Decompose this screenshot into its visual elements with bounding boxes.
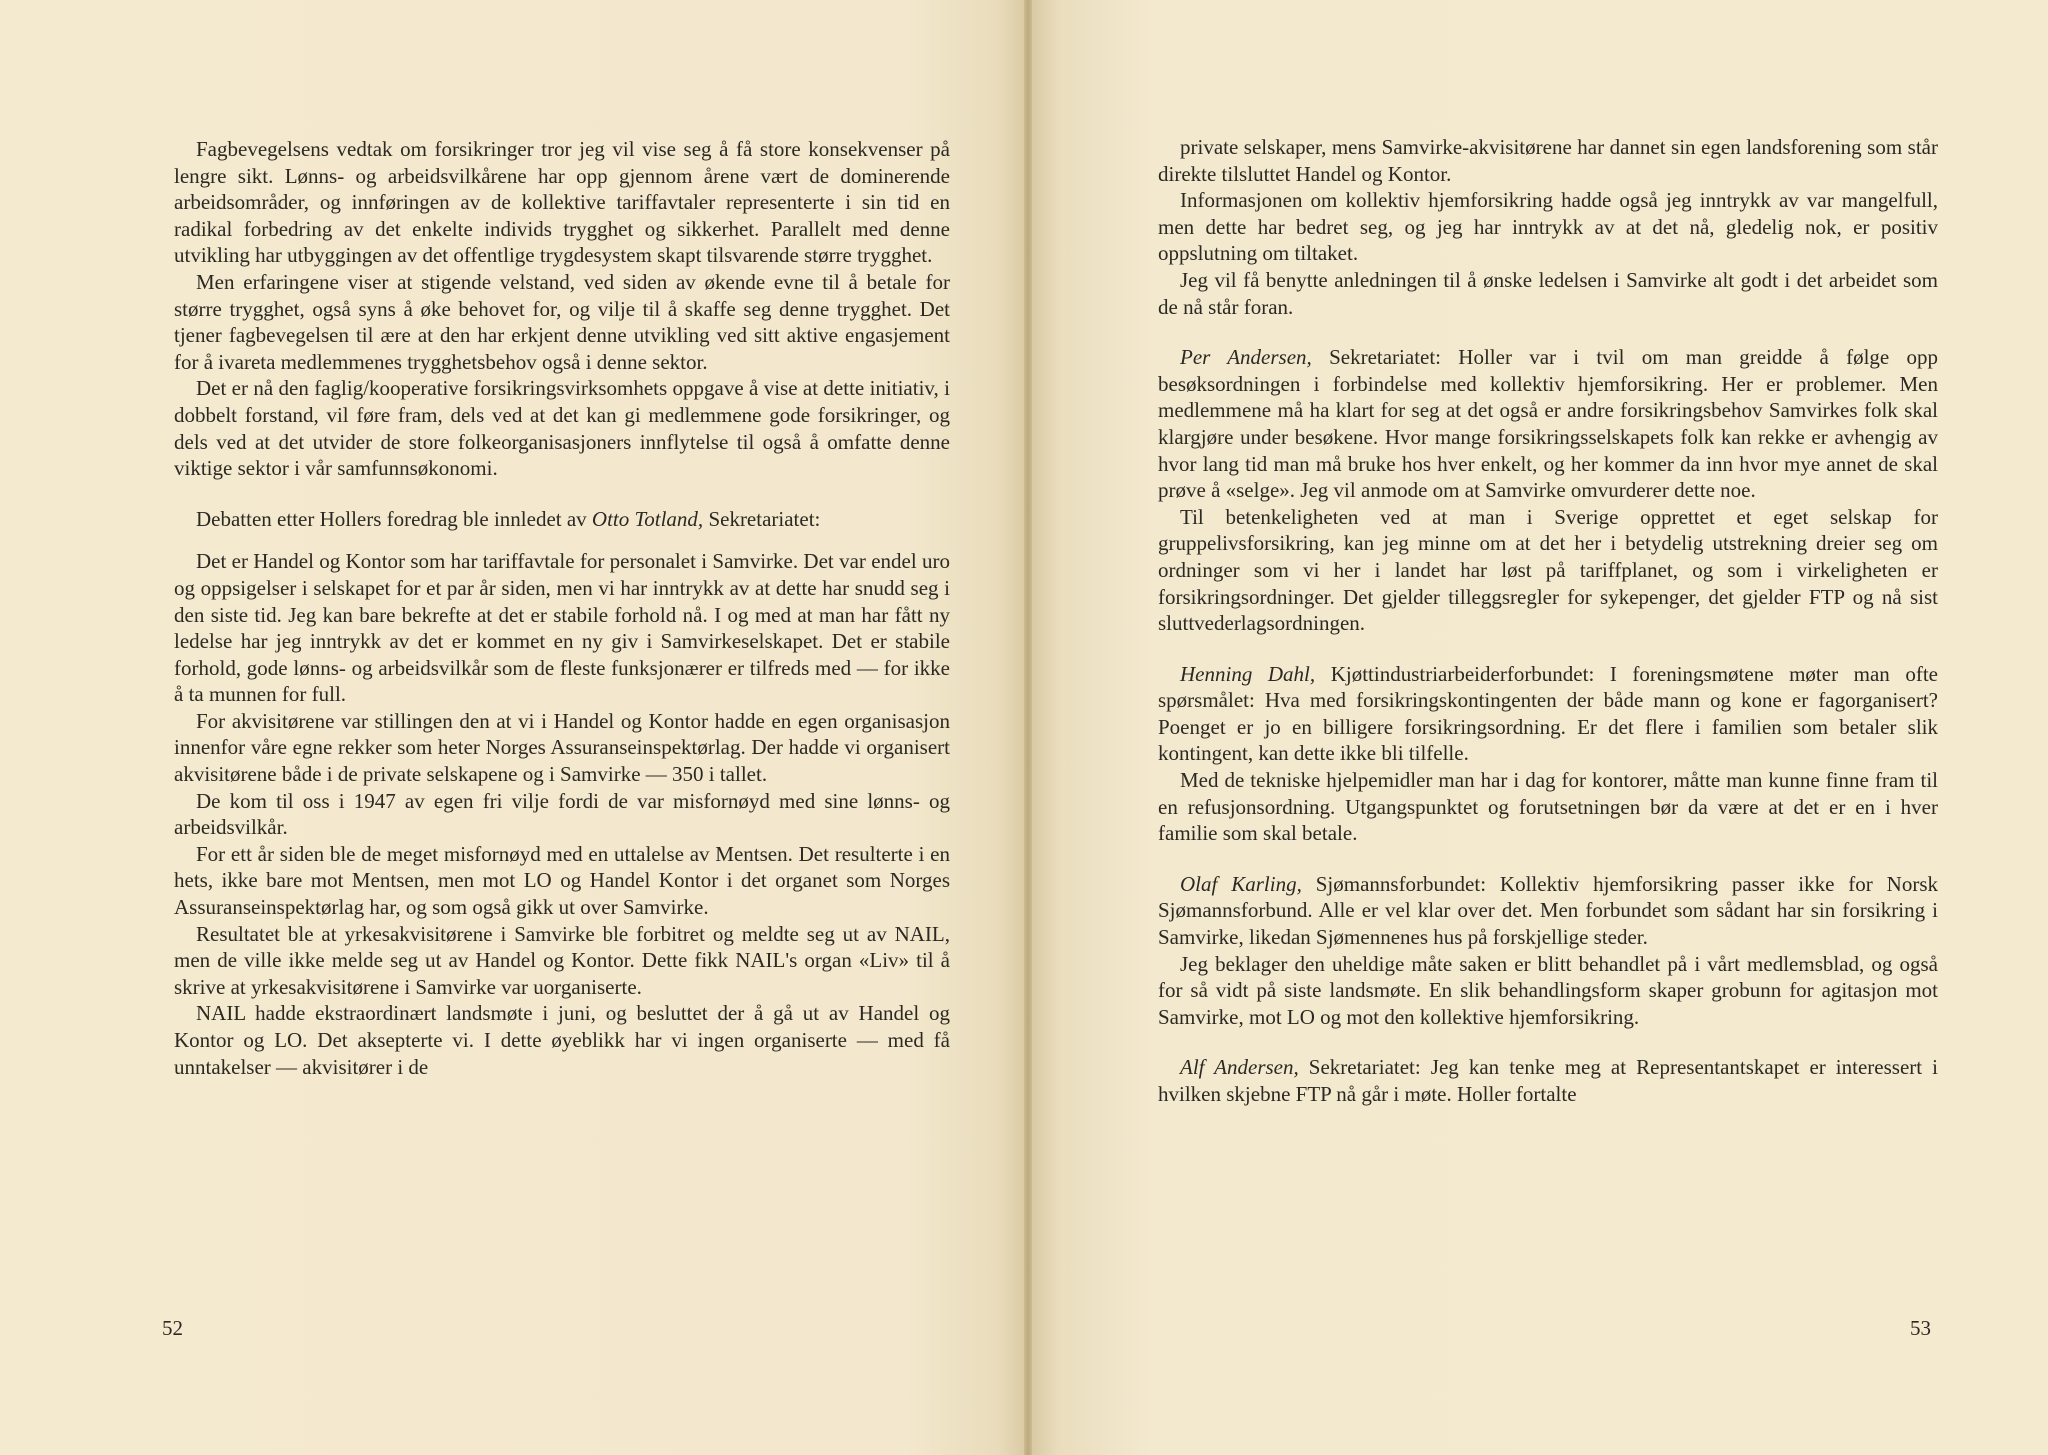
paragraph: Det er Handel og Kontor som har tariffavtale for personalet i Samvirke. Det var endel uro og oppsigelser i selskapet for et par år siden, men vi har inntrykk av at dette har snudd seg i den siste tid. Jeg kan bare bekrefte at det er stabile forhold nå. I og med at man har fått ny ledelse har jeg inntrykk av det er kommet en ny giv i Samvirkeselskapet. Det er stabile forhold, gode lønns- og arbeidsvilkår som de fleste funksjonærer er tilfreds med — for ikke å ta munnen for full. [174,549,950,707]
speaker-name: Otto Totland, [591,506,704,531]
paragraph: NAIL hadde ekstraordinært landsmøte i juni, og besluttet der å gå ut av Handel og Kontor og LO. Det aksepterte vi. I dette øyeblikk har vi ingen organiserte — med få unntakelser — akvisitører i de [174,1001,950,1079]
speech-text: Sekretariatet: Jeg kan tenke meg at Representantskapet er interessert i hvilken skjebne FTP nå går i møte. Holler fortalte [1158,1055,1938,1106]
paragraph: Men erfaringene viser at stigende velstand, ved siden av økende evne til å betale for større trygghet, også syns å øke behovet for, og vilje til å skaffe seg denne trygghet. Det tjener fagbevegelsen til ære at den har erkjent denne utvikling ved sitt aktive engasjement for å ivareta medlemmenes trygghetsbehov også i denne sektor. [174,269,950,374]
right-page-text [1158,134,1938,1108]
speaker-paragraph [1158,661,1938,767]
speaker-name: Olaf Karling, [1180,871,1302,896]
paragraph: Med de tekniske hjelpemidler man har i dag for kontorer, måtte man kunne finne fram til en refusjonsordning. Utgangspunktet og forutsetningen bør da være at det er en i hver familie som skal betale. [1158,768,1938,846]
paragraph: Til betenkeligheten ved at man i Sverige opprettet et eget selskap for gruppelivsforsikring, kan jeg minne om at det her i betydelig utstrekning dreier seg om ordninger som vi her i landet har løst på tariffplanet, og som i virkeligheten er forsikringsordninger. Det gjelder tilleggsregler for sykepenger, det gjelder FTP og nå sist sluttvederlagsordningen. [1158,504,1938,636]
speaker-paragraph [1158,344,1938,504]
debate-intro [174,506,950,533]
book-gutter [1024,0,1032,1455]
page-number-right: 53 [1910,1316,1931,1340]
right-page [1028,0,2048,1455]
paragraph: Resultatet ble at yrkesakvisitørene i Samvirke ble forbitret og meldte seg ut av NAIL, men de ville ikke melde seg ut av Handel og Kontor. Dette fikk NAIL's organ «Liv» til å skrive at yrkesakvisitørene i Samvirke var uorganiserte. [174,921,950,999]
paragraph: Jeg vil få benytte anledningen til å ønske ledelsen i Samvirke alt godt i det arbeidet som de nå står foran. [1158,267,1938,319]
left-page-text [174,136,950,1080]
paragraph: De kom til oss i 1947 av egen fri vilje fordi de var misfornøyd med sine lønns- og arbeidsvilkår. [174,788,950,840]
paragraph: private selskaper, mens Samvirke-akvisitørene har dannet sin egen landsforening som står direkte tilsluttet Handel og Kontor. [1158,135,1938,186]
page-number-left: 52 [162,1316,183,1340]
speech-text: Sekretariatet: Holler var i tvil om man greidde å følge opp besøksordningen i forbindelse med kollektiv hjemforsikring. Her er problemer. Men medlemmene må ha klart for seg at det også er andre forsikringsbehov Samvirkes folk skal klargjøre under besøkene. Hvor mange forsikringsselskapets folk kan rekke er avhengig av hvor lang tid man må bruke hos hver enkelt, og her kommer da inn hvor mye annet de skal prøve å «selge». Jeg vil anmode om at Samvirke omvurderer dette noe. [1158,345,1939,503]
intro-text: Debatten etter Hollers foredrag ble innledet av [196,506,592,531]
speech-text: Kjøttindustriarbeiderforbundet: I foreningsmøtene møter man ofte spørsmålet: Hva med forsikringskontingenten der både mann og kone er fagorganisert? Poenget er jo en billigere forsikringsordning. Er det flere i familien som betaler slik kontingent, kan dette ikke bli tilfelle. [1158,661,1938,766]
paragraph: Jeg beklager den uheldige måte saken er blitt behandlet på i vårt medlemsblad, og også for så vidt på siste landsmøte. En slik behandlingsform skaper grobunn for agitasjon mot Samvirke, mot LO og mot den kollektive hjemforsikring. [1158,951,1938,1029]
speaker-paragraph [1158,871,1938,951]
paragraph: Det er nå den faglig/kooperative forsikringsvirksomhets oppgave å vise at dette initiativ, i dobbelt forstand, vil føre fram, dels ved at det kan gi medlemmene gode forsikringer, og dels ved at det utvider de store folkeorganisasjoners innflytelse til også å omfatte denne viktige sektor i vår samfunnsøkonomi. [174,376,950,481]
speaker-name: Henning Dahl, [1180,661,1316,686]
intro-text: Sekretariatet: [703,506,821,531]
paragraph: For akvisitørene var stillingen den at vi i Handel og Kontor hadde en egen organisasjon innenfor våre egne rekker som heter Norges Assuranseinspektørlag. Der hadde vi organisert akvisitørene både i de private selskapene og i Samvirke — 350 i tallet. [174,708,950,787]
speaker-paragraph [1158,1054,1938,1107]
paragraph: Fagbevegelsens vedtak om forsikringer tror jeg vil vise seg å få store konsekvenser på lengre sikt. Lønns- og arbeidsvilkårene har opp gjennom årene vært de dominerende arbeidsområder, og innføringen av de kollektive tariffavtaler representerte i sin tid en radikal forbedring av det enkelte individs trygghet og sikkerhet. Parallelt med denne utvikling har utbyggingen av det offentlige trygdesystem skapt tilsvarende større trygghet. [174,137,950,268]
paragraph: Informasjonen om kollektiv hjemforsikring hadde også jeg inntrykk av var mangelfull, men dette har bedret seg, og jeg har inntrykk av at det nå, gledelig nok, er positiv oppslutning om tiltaket. [1158,188,1938,266]
speaker-name: Per Andersen, [1180,345,1312,370]
speaker-name: Alf Andersen, [1180,1055,1299,1080]
paragraph: For ett år siden ble de meget misfornøyd med en uttalelse av Mentsen. Det resulterte i en hets, ikke bare mot Mentsen, men mot LO og Handel Kontor i det organet som Norges Assuranseinspektørlag har, og som også gikk ut over Samvirke. [174,841,950,920]
speech-text: Sjømannsforbundet: Kollektiv hjemforsikring passer ikke for Norsk Sjømannsforbund. Alle er vel klar over det. Men forbundet som sådant har sin forsikring i Samvirke, likedan Sjømennenes hus på forskjellige steder. [1158,871,1938,950]
